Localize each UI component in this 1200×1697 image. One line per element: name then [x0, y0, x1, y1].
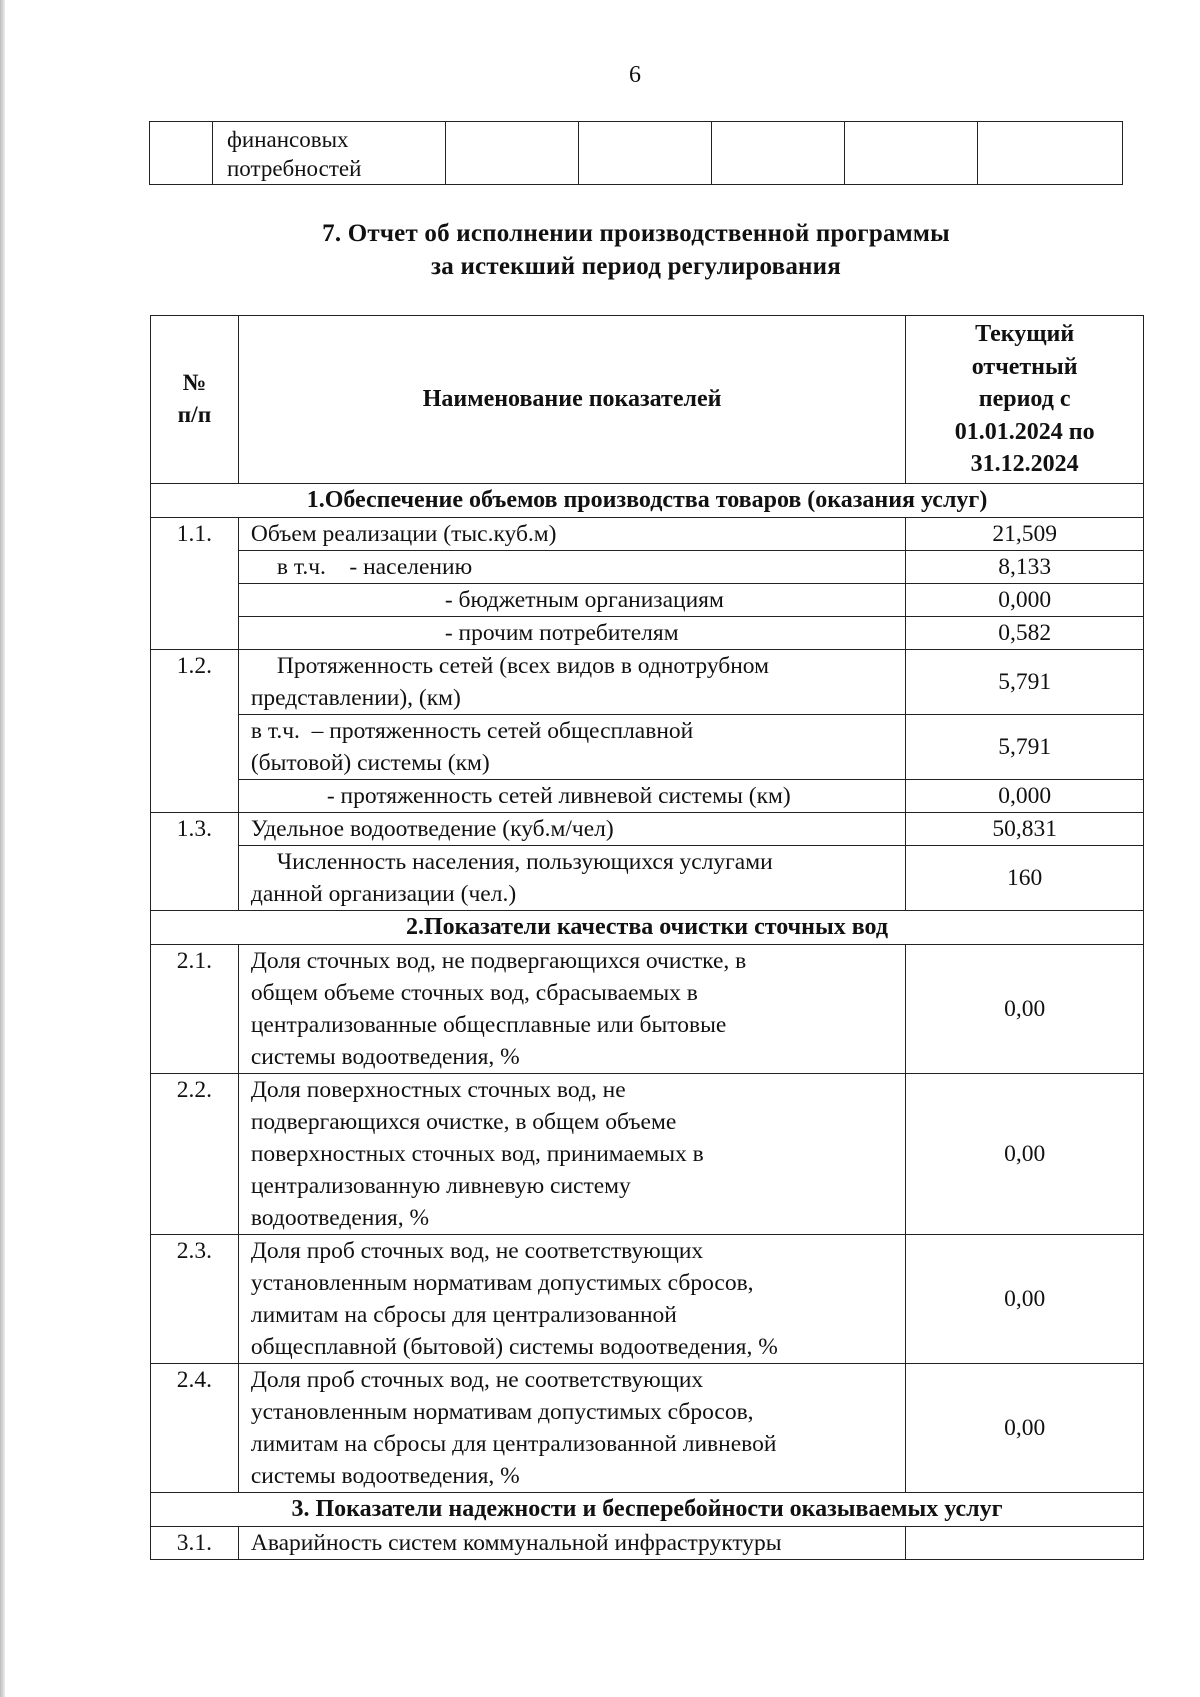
table-cell-name [213, 122, 446, 185]
table-row [151, 1526, 1144, 1559]
row-name-line: общесплавной (бытовой) системы водоотведения, % [250, 1333, 778, 1360]
row-name [238, 649, 905, 714]
row-name-line: Доля поверхностных сточных вод, не [250, 1076, 626, 1103]
row-name: - прочим потребителям [238, 616, 905, 649]
production-program-table [150, 315, 1144, 1560]
table-row [151, 517, 1144, 550]
row-name-line: установленным нормативам допустимых сбросов, [250, 1269, 754, 1296]
row-name [238, 1234, 905, 1363]
header-num-line: п/п [177, 402, 212, 429]
row-name-line: лимитам на сбросы для централизованной ливневой [250, 1430, 777, 1457]
row-name [238, 845, 905, 910]
cell-text-line: финансовых [227, 127, 349, 152]
row-name: Удельное водоотведение (куб.м/чел) [238, 812, 905, 845]
table-header-row [151, 316, 1144, 484]
header-period-line: период с [978, 386, 1071, 412]
section-title [150, 217, 1122, 283]
section-heading: 1.Обеспечение объемов производства товаров (оказания услуг) [151, 483, 1144, 517]
table-row [151, 616, 1144, 649]
header-period [906, 316, 1144, 484]
row-number: 2.2. [151, 1073, 239, 1234]
row-name-line: системы водоотведения, % [250, 1462, 520, 1489]
section-title-line: 7. Отчет об исполнении производственной программы [322, 220, 950, 247]
table-cell-empty [446, 122, 579, 185]
row-value: 50,831 [906, 812, 1144, 845]
row-name-line: Доля сточных вод, не подвергающихся очистке, в [250, 947, 747, 974]
row-number: 2.4. [151, 1363, 239, 1492]
row-value: 5,791 [906, 714, 1144, 779]
row-number: 1.3. [151, 812, 239, 910]
table-row [151, 1073, 1144, 1234]
row-number: 1.2. [151, 649, 239, 812]
section-title-line: за истекший период регулирования [431, 253, 841, 280]
table-row [151, 779, 1144, 812]
row-name: Объем реализации (тыс.куб.м) [238, 517, 905, 550]
scan-edge-shadow [0, 0, 5, 1697]
row-name-line: централизованную ливневую систему [250, 1172, 631, 1199]
header-period-line: отчетный [971, 353, 1078, 380]
table-row [150, 122, 1123, 185]
table-row [151, 583, 1144, 616]
previous-table-fragment [149, 121, 1123, 185]
row-name [238, 714, 905, 779]
row-name-line: Численность населения, пользующихся услугами [276, 848, 773, 875]
row-value: 21,509 [906, 517, 1144, 550]
row-name-line: Доля проб сточных вод, не соответствующих [250, 1237, 704, 1264]
row-value: 8,133 [906, 550, 1144, 583]
row-name-line: представлении), (км) [250, 684, 461, 711]
section-row [151, 1492, 1144, 1526]
header-num [151, 316, 239, 484]
section-heading: 2.Показатели качества очистки сточных вод [151, 910, 1144, 944]
table-row [151, 845, 1144, 910]
table-cell-empty [579, 122, 712, 185]
header-period-line: 31.12.2024 [970, 451, 1079, 477]
row-value: 0,00 [906, 1073, 1144, 1234]
table-row [151, 944, 1144, 1073]
table-row [151, 550, 1144, 583]
row-name [238, 1363, 905, 1492]
row-value: 160 [906, 845, 1144, 910]
row-value: 0,00 [906, 944, 1144, 1073]
row-name-line: Протяженность сетей (всех видов в однотрубном [276, 652, 769, 679]
header-period-line: 01.01.2024 по [954, 418, 1095, 445]
row-name-line: лимитам на сбросы для централизованной [250, 1301, 677, 1328]
row-name-line: поверхностных сточных вод, принимаемых в [250, 1140, 704, 1167]
row-name-line: общем объеме сточных вод, сбрасываемых в [250, 979, 698, 1006]
row-name-line: подвергающихся очистке, в общем объеме [250, 1108, 677, 1135]
table-row [151, 649, 1144, 714]
row-name: в т.ч. - населению [238, 550, 905, 583]
page-number: 6 [629, 62, 641, 88]
row-number: 1.1. [151, 517, 239, 649]
row-name-line: системы водоотведения, % [250, 1043, 520, 1070]
row-name-line: Доля проб сточных вод, не соответствующих [250, 1366, 704, 1393]
table-row [151, 812, 1144, 845]
row-name-line: установленным нормативам допустимых сбросов, [250, 1398, 754, 1425]
row-value: 5,791 [906, 649, 1144, 714]
table-cell-empty [712, 122, 845, 185]
table-row [151, 1363, 1144, 1492]
section-row [151, 483, 1144, 517]
row-name [238, 944, 905, 1073]
row-number: 3.1. [151, 1526, 239, 1559]
table-row [151, 714, 1144, 779]
row-value: 0,00 [906, 1363, 1144, 1492]
row-value: 0,000 [906, 583, 1144, 616]
row-name: Аварийность систем коммунальной инфраструктуры [238, 1526, 905, 1559]
row-name: - протяженность сетей ливневой системы (км) [238, 779, 905, 812]
row-value: 0,000 [906, 779, 1144, 812]
table-cell-num [150, 122, 213, 185]
row-name-line: (бытовой) системы (км) [250, 749, 490, 776]
table-row [151, 1234, 1144, 1363]
table-cell-empty [978, 122, 1123, 185]
section-heading: 3. Показатели надежности и бесперебойности оказываемых услуг [151, 1492, 1144, 1526]
row-value: 0,00 [906, 1234, 1144, 1363]
cell-text-line: потребностей [227, 156, 362, 181]
row-name-line: водоотведения, % [250, 1204, 430, 1231]
table-cell-empty [845, 122, 978, 185]
section-row [151, 910, 1144, 944]
row-number: 2.3. [151, 1234, 239, 1363]
header-period-line: Текущий [975, 321, 1075, 347]
row-value: 0,582 [906, 616, 1144, 649]
row-name-line: данной организации (чел.) [250, 880, 517, 907]
header-num-line: № [182, 370, 207, 397]
row-name [238, 1073, 905, 1234]
row-value [906, 1526, 1144, 1559]
header-name: Наименование показателей [238, 316, 905, 484]
row-number: 2.1. [151, 944, 239, 1073]
row-name-line: в т.ч. – протяженность сетей общесплавной [250, 717, 694, 744]
row-name-line: централизованные общесплавные или бытовые [250, 1011, 727, 1038]
row-name: - бюджетным организациям [238, 583, 905, 616]
